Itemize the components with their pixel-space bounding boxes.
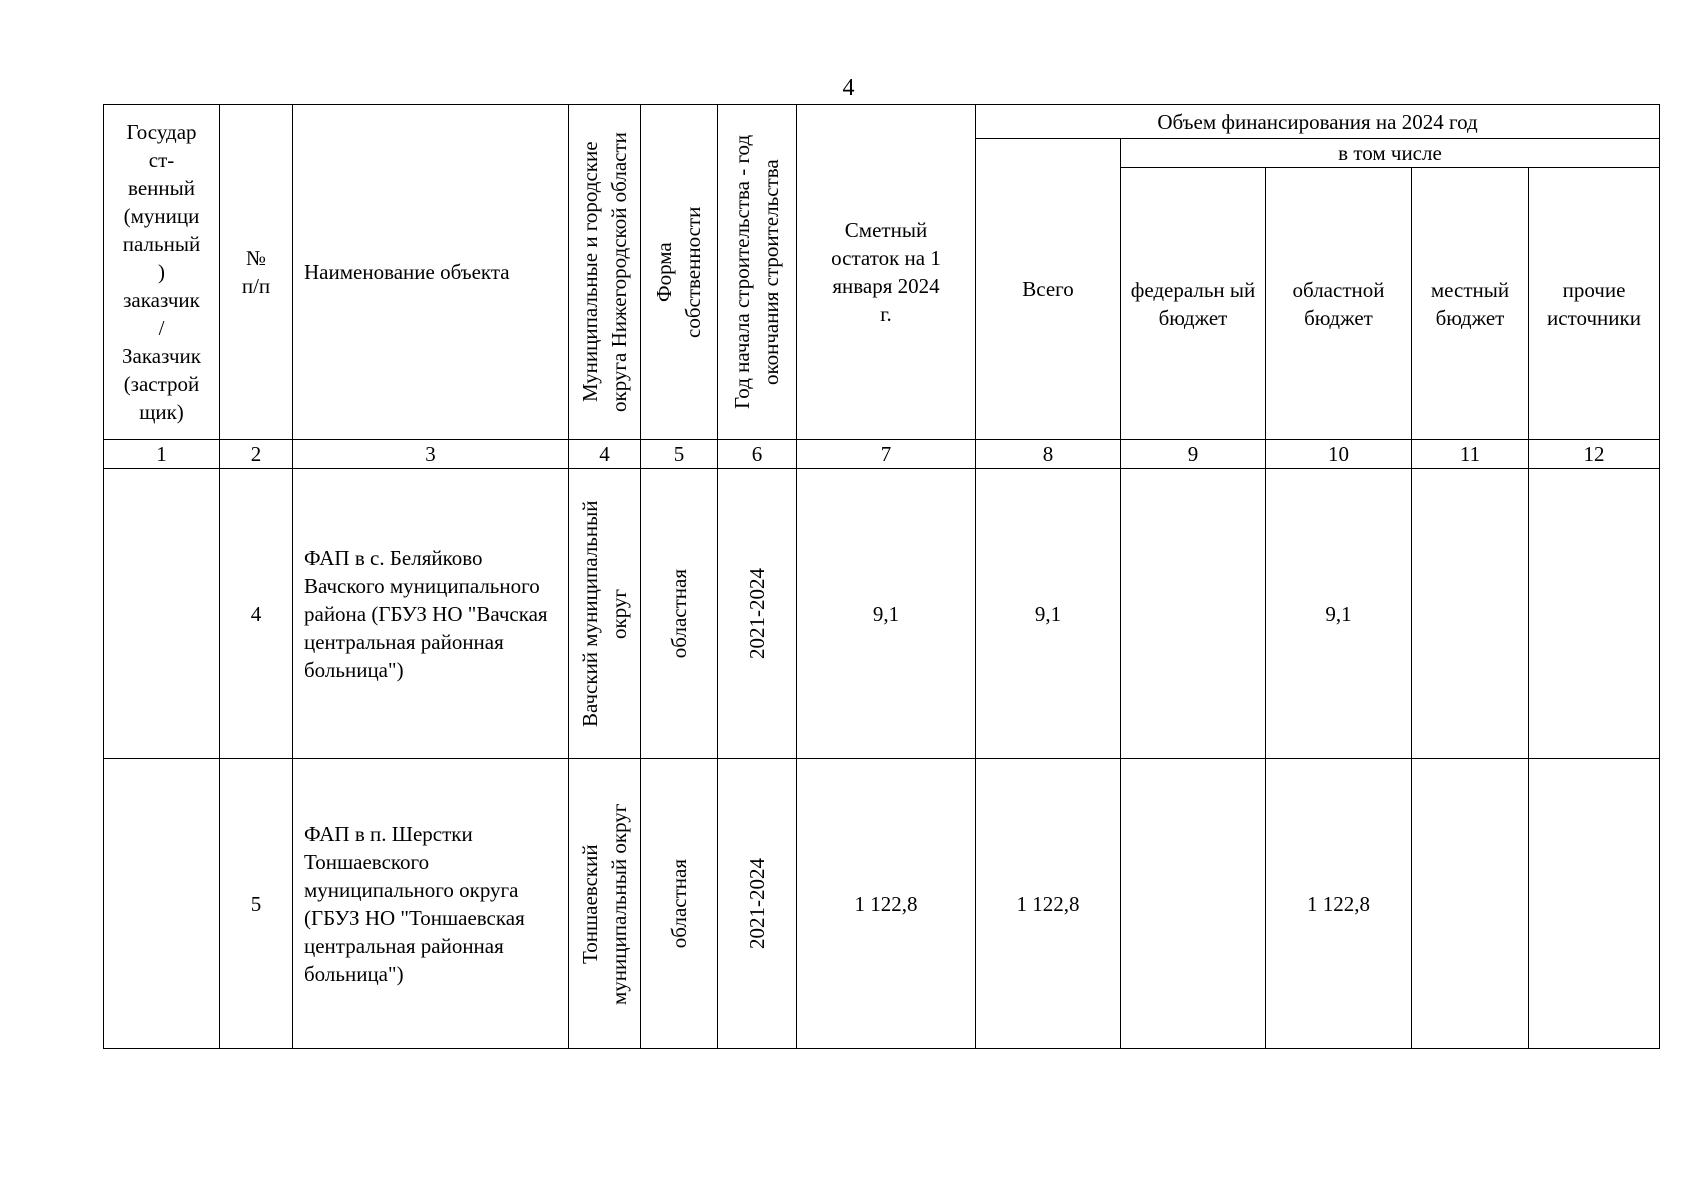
header-ownership-text: Форма собственности: [652, 206, 705, 338]
column-number: 5: [641, 440, 718, 469]
header-other: [1529, 168, 1660, 440]
row-total: 1 122,8: [976, 759, 1121, 1049]
column-number: 10: [1266, 440, 1412, 469]
header-customer-line: (застрой: [123, 372, 200, 396]
header-local: [1412, 168, 1529, 440]
header-customer-line: заказчик: [123, 288, 200, 312]
row-years-text: 2021-2024: [744, 568, 769, 659]
row-total: 9,1: [976, 469, 1121, 759]
row-federal: [1121, 469, 1266, 759]
column-number: 1: [104, 440, 220, 469]
header-regional-text: областной бюджет: [1292, 277, 1385, 330]
header-other-text: прочие источники: [1547, 277, 1641, 330]
row-years-text: 2021-2024: [744, 858, 769, 949]
row-district-text: Тоншаевский муниципальный округ: [577, 802, 631, 1005]
row-ownership-text: областная: [666, 858, 691, 949]
header-customer-line: (муници: [123, 204, 200, 228]
header-federal-text: федеральн ый бюджет: [1130, 277, 1256, 330]
row-district: [569, 469, 641, 759]
row-object-name: ФАП в п. Шерстки Тоншаевского муниципального округа (ГБУЗ НО "Тоншаевская центральная районная больница"): [293, 759, 569, 1049]
header-name: Наименование объекта: [293, 105, 569, 440]
row-other: [1529, 759, 1660, 1049]
header-balance-text: Сметный остаток на 1 января 2024 г.: [831, 218, 941, 326]
header-customer-line: ): [158, 260, 165, 284]
header-district: [569, 105, 641, 440]
row-years: [718, 469, 797, 759]
column-number: 11: [1412, 440, 1529, 469]
financing-table: [103, 104, 1660, 1049]
column-number: 9: [1121, 440, 1266, 469]
header-ownership: [641, 105, 718, 440]
page-number: 4: [842, 75, 855, 101]
header-regional: [1266, 168, 1412, 440]
row-regional: 9,1: [1266, 469, 1412, 759]
column-number: 2: [220, 440, 293, 469]
header-customer-line: /: [158, 316, 165, 340]
header-customer: [104, 105, 220, 440]
header-customer-line: щик): [139, 400, 184, 424]
header-years: [718, 105, 797, 440]
column-number: 12: [1529, 440, 1660, 469]
row-balance: 9,1: [797, 469, 976, 759]
table-row: [104, 469, 1660, 759]
row-district: [569, 759, 641, 1049]
column-number-row: [104, 440, 1660, 469]
row-ownership: [641, 759, 718, 1049]
row-district-text: Вачский муниципальный округ: [577, 500, 631, 727]
header-funding-group: Объем финансирования на 2024 год: [976, 105, 1660, 139]
header-customer-line: ст-: [148, 148, 175, 172]
header-years-text: Год начала строительства - год окончания строительства: [730, 134, 783, 410]
row-num: 5: [220, 759, 293, 1049]
header-federal: [1121, 168, 1266, 440]
row-balance: 1 122,8: [797, 759, 976, 1049]
header-customer-line: пальный: [122, 232, 201, 256]
row-local: [1412, 759, 1529, 1049]
row-customer: [104, 469, 220, 759]
column-number: 4: [569, 440, 641, 469]
column-number: 3: [293, 440, 569, 469]
header-customer-line: Заказчик: [122, 344, 201, 368]
header-num: [220, 105, 293, 440]
row-federal: [1121, 759, 1266, 1049]
header-balance: [797, 105, 976, 440]
column-number: 6: [718, 440, 797, 469]
row-customer: [104, 759, 220, 1049]
column-number: 8: [976, 440, 1121, 469]
row-years: [718, 759, 797, 1049]
table-row: [104, 759, 1660, 1049]
row-num: 4: [220, 469, 293, 759]
header-num-text: № п/п: [241, 246, 271, 298]
header-district-text: Муниципальные и городские округа Нижегородской области: [577, 132, 631, 412]
header-local-text: местный бюджет: [1430, 277, 1510, 330]
row-other: [1529, 469, 1660, 759]
row-regional: 1 122,8: [1266, 759, 1412, 1049]
row-local: [1412, 469, 1529, 759]
row-ownership-text: областная: [666, 568, 691, 659]
header-customer-line: венный: [128, 176, 195, 200]
header-including: в том числе: [1121, 139, 1660, 168]
header-customer-line: Государ: [126, 120, 197, 144]
column-number: 7: [797, 440, 976, 469]
row-object-name: ФАП в с. Беляйково Вачского муниципального района (ГБУЗ НО "Вачская центральная районная больница"): [293, 469, 569, 759]
row-ownership: [641, 469, 718, 759]
header-total: Всего: [976, 139, 1121, 440]
